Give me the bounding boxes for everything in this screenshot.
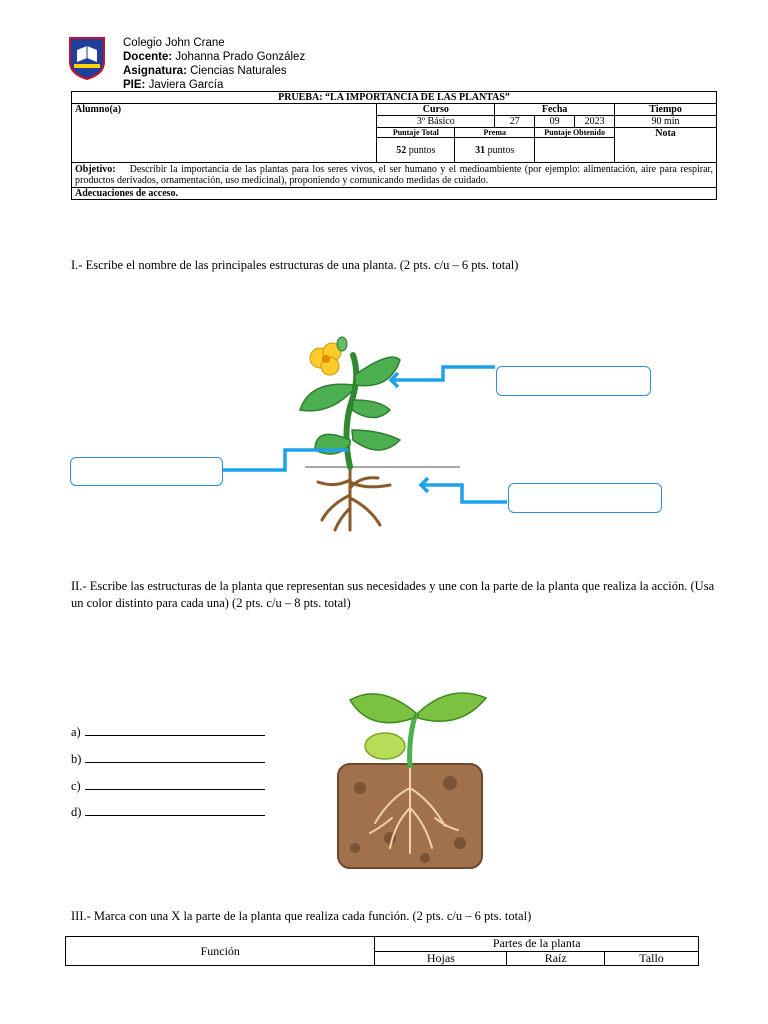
time-label: Tiempo bbox=[615, 104, 717, 116]
flower-icon bbox=[310, 337, 347, 375]
answer-box-bottom-right[interactable] bbox=[508, 483, 662, 513]
prema-value: 31 puntos bbox=[455, 138, 535, 163]
total-points-label: Puntaje Total bbox=[377, 128, 455, 138]
function-header: Función bbox=[66, 937, 375, 966]
part-leaves-header: Hojas bbox=[375, 951, 507, 966]
date-year: 2023 bbox=[575, 116, 615, 128]
date-month: 09 bbox=[535, 116, 575, 128]
school-name: Colegio John Crane bbox=[123, 37, 225, 49]
subject-line: Asignatura: Ciencias Naturales bbox=[123, 65, 287, 77]
objective-cell: Objetivo: Describir la importancia de las plantas para los seres vivos, el ser humano y el medioambiente (por ejemplo: alimentación, aire para respirar, productos derivados, ornamentación, uso medicinal), proponiendo y comunicando medidas de cuidado. bbox=[72, 163, 717, 188]
section-3-prompt: III.- Marca con una X la parte de la planta que realiza cada función. (2 pts. c/u – 6 pts. total) bbox=[71, 909, 532, 923]
teacher-line: Docente: Johanna Prado González bbox=[123, 51, 306, 63]
seedling-soil-illustration bbox=[330, 688, 490, 873]
total-points-value: 52 puntos bbox=[377, 138, 455, 163]
exam-info-table bbox=[71, 91, 717, 200]
course-value: 3º Básico bbox=[377, 116, 495, 128]
school-logo bbox=[68, 36, 106, 80]
part-stem-header: Tallo bbox=[605, 951, 699, 966]
part-root-header: Raíz bbox=[507, 951, 605, 966]
time-value: 90 min bbox=[615, 116, 717, 128]
prema-label: Prema bbox=[455, 128, 535, 138]
section-2-prompt: II.- Escribe las estructuras de la planta que representan sus necesidades y une con la parte de la planta que realiza la acción. (Usa un color distinto para cada una) (2 pts. c/u – 8 pts. total) bbox=[71, 579, 715, 610]
section-1-prompt: I.- Escribe el nombre de las principales estructuras de una planta. (2 pts. c/u – 6 pts. total) bbox=[71, 258, 519, 272]
answer-line-c[interactable]: c) bbox=[71, 778, 265, 795]
answer-line-b[interactable]: b) bbox=[71, 751, 265, 768]
student-name-field[interactable]: Alumno(a) bbox=[72, 104, 377, 163]
answer-line-a[interactable]: a) bbox=[71, 724, 265, 741]
pie-line: PIE: Javiera García bbox=[123, 79, 224, 91]
answer-line-d[interactable]: d) bbox=[71, 804, 265, 821]
answer-box-top-right[interactable] bbox=[496, 366, 651, 396]
date-day: 27 bbox=[495, 116, 535, 128]
date-label: Fecha bbox=[495, 104, 615, 116]
plant-parts-header: Partes de la planta bbox=[375, 937, 699, 952]
adaptations-cell: Adecuaciones de acceso. bbox=[72, 188, 717, 200]
grade-label: Nota bbox=[615, 128, 717, 163]
obtained-points-label: Puntaje Obtenido bbox=[535, 128, 615, 138]
answer-box-left[interactable] bbox=[70, 457, 223, 486]
function-table bbox=[65, 936, 699, 966]
obtained-points-field[interactable] bbox=[535, 138, 615, 163]
exam-title: PRUEBA: “LA IMPORTANCIA DE LAS PLANTAS” bbox=[72, 92, 717, 104]
school-crest-icon bbox=[68, 36, 106, 80]
course-label: Curso bbox=[377, 104, 495, 116]
